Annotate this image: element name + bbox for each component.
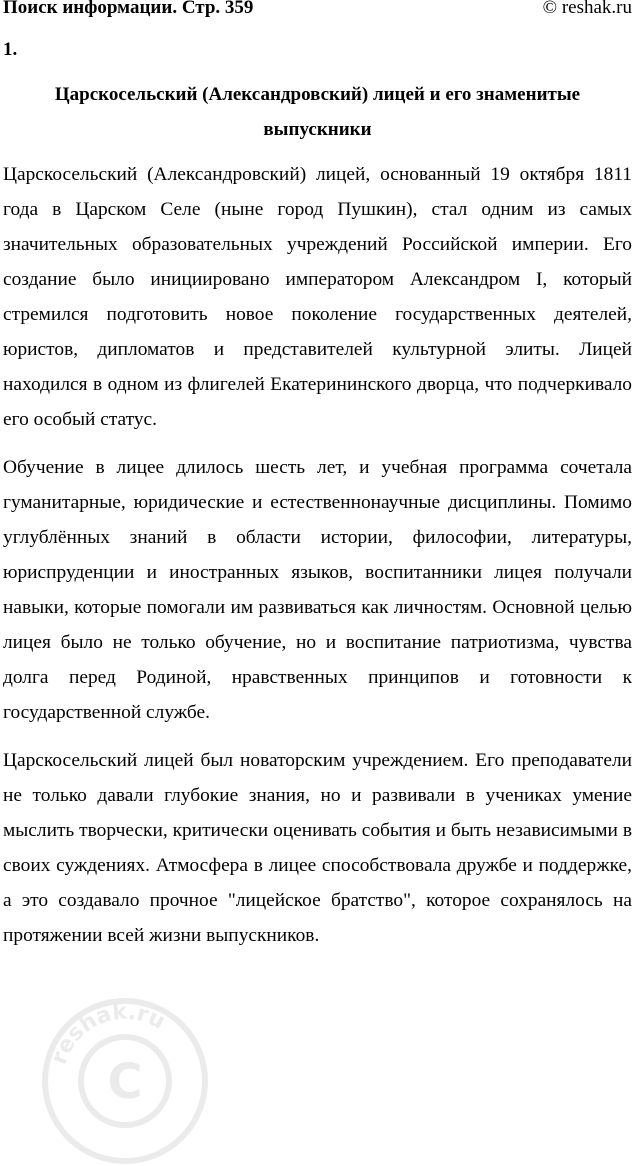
svg-text:C: C (107, 1054, 143, 1110)
watermark-text: reshak.ru (46, 999, 169, 1068)
header-title: Поиск информации. Стр. 359 (3, 0, 254, 18)
header-site-credit: © reshak.ru (542, 0, 632, 18)
svg-text:reshak.ru (47, 1000, 169, 1068)
paragraph-1: Царскосельский (Александровский) лицей, основанный 19 октября 1811 года в Царском Селе (ныне город Пушкин), стал одним из самых значительных образовательных учреждений Российской империи. Его создание было инициировано императором Александром I, который стремился подготовить новое поколение государственных деятелей, юристов, дипломатов и представителей культурной элиты. Лицей находился в одном из флигелей Екатерининского дворца, что подчеркивало его особый статус. (3, 164, 632, 430)
paragraph-3: Царскосельский лицей был новаторским учреждением. Его преподаватели не только давали глубокие знания, но и развивали в учениках умение мыслить творчески, критически оценивать события и быть независимыми в своих суждениях. Атмосфера в лицее способствовала дружбе и поддержке, а это создавало прочное "лицейское братство", которое сохранялось на протяжении всей жизни выпускников. (3, 750, 632, 946)
article-title: Царскосельский (Александровский) лицей и его знаменитые выпускники (54, 84, 581, 140)
page-header (3, 0, 632, 20)
paragraph-2: Обучение в лицее длилось шесть лет, и учебная программа сочетала гуманитарные, юридические и естественнонаучные дисциплины. Помимо углублённых знаний в области истории, философии, литературы, юриспруденции и иностранных языков, воспитанники лицея получали навыки, которые помогали им развиваться как личностям. Основной целью лицея было не только обучение, но и воспитание патриотизма, чувства долга перед Родиной, нравственных принципов и готовности к государственной службе. (3, 457, 632, 723)
task-number: 1. (3, 39, 18, 60)
watermark-logo-icon (40, 996, 210, 1166)
